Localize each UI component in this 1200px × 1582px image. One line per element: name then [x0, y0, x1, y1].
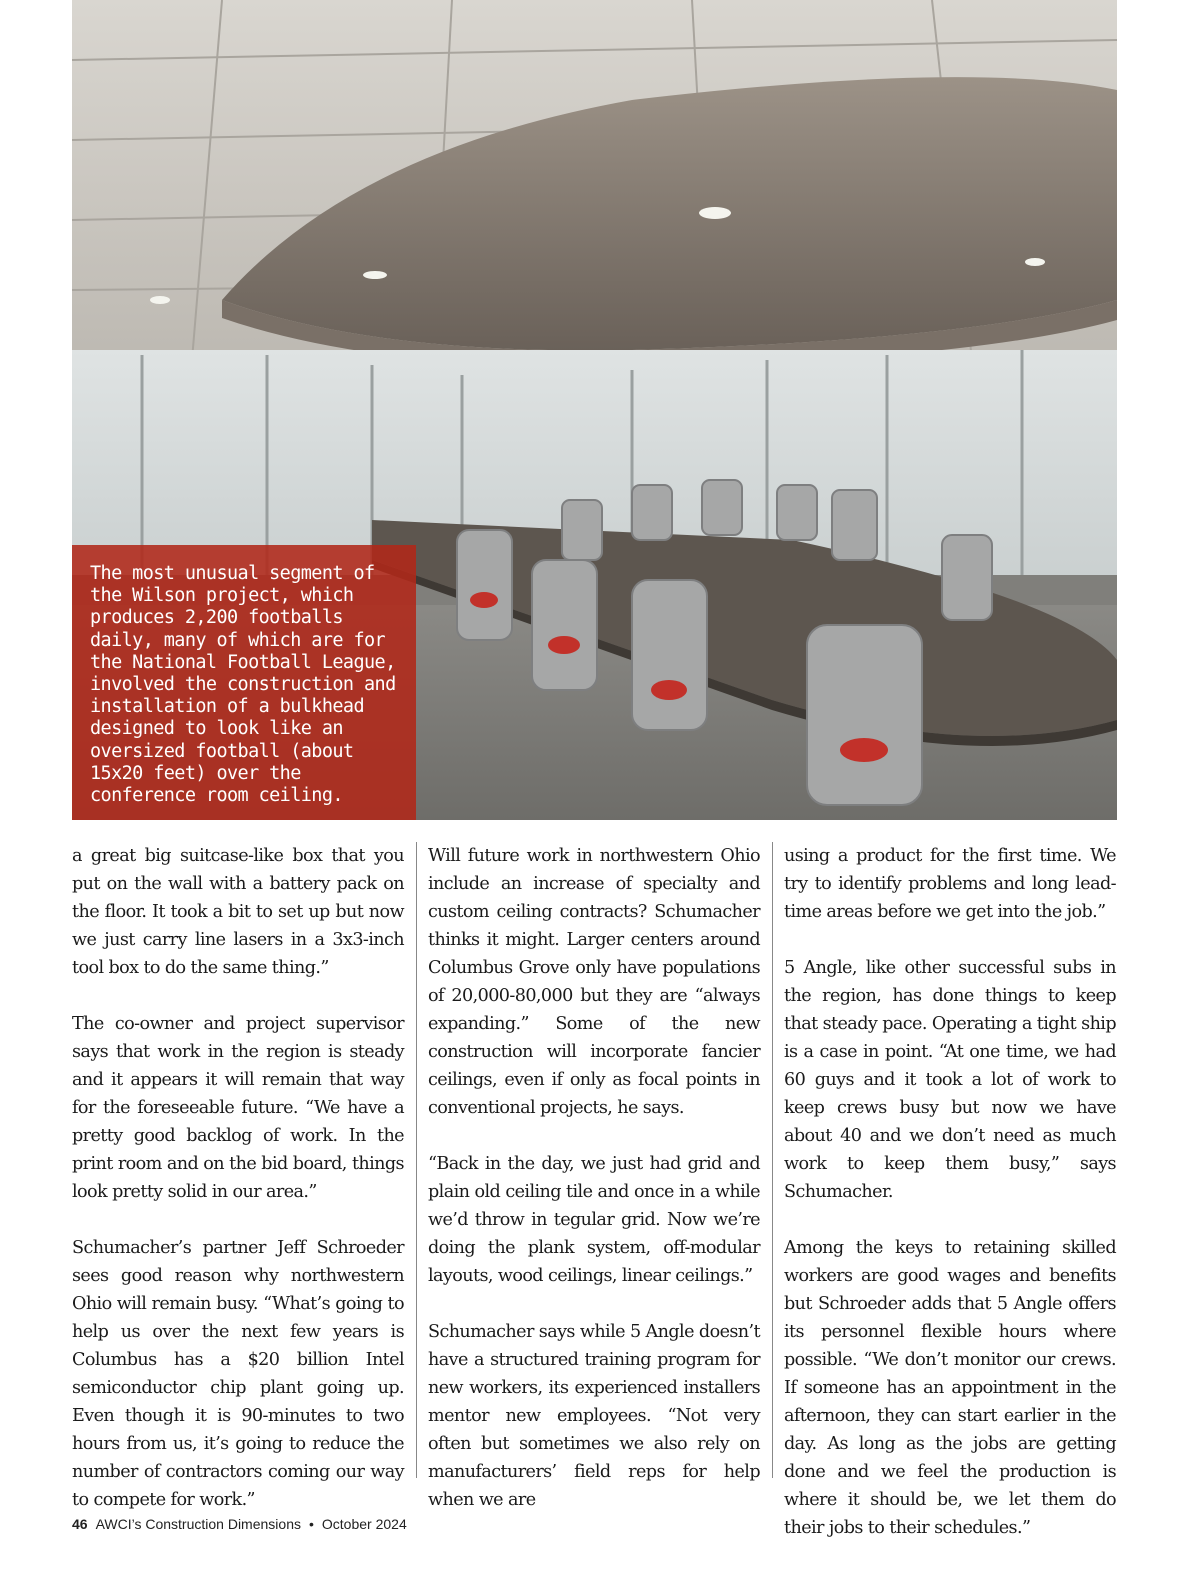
paragraph: The co-owner and project supervisor says that work in the region is steady and it appears it will remain that way for the foreseeable future. “We have a pretty good backlog of work. In the print room and on the bid board, things look pretty solid in our area.”: [72, 1014, 404, 1202]
publication-name: AWCI’s Construction Dimensions: [95, 1516, 301, 1532]
footer-separator: •: [308, 1516, 314, 1532]
paragraph: “Back in the day, we just had grid and plain old ceiling tile and once in a while we’d throw in tegular grid. Now we’re doing the plank system, off-modular layouts, wood ceilings, linear ceilings.”: [428, 1154, 760, 1286]
paragraph: Will future work in northwestern Ohio include an increase of specialty and custom ceiling contracts? Schumacher thinks it might. Larger centers around Columbus Grove only have populations of 20,000-80,000 but they are “always expanding.” Some of the new construction will incorporate fancier ceilings, even if only as focal points in conventional projects, he says.: [428, 846, 760, 1118]
page-footer: [72, 1514, 407, 1534]
article-column-3: [784, 842, 1116, 1542]
column-divider: [772, 842, 773, 1478]
paragraph: Schumacher says while 5 Angle doesn’t have a structured training program for new workers, its experienced installers mentor new employees. “Not very often but sometimes we also rely on manufacturers’ field reps for help when we are: [428, 1322, 760, 1510]
page-number: 46: [72, 1516, 88, 1532]
column-divider: [416, 842, 417, 1478]
article-column-1: [72, 842, 404, 1514]
issue-date: October 2024: [321, 1516, 407, 1532]
article-column-2: [428, 842, 760, 1514]
paragraph: Schumacher’s partner Jeff Schroeder sees good reason why northwestern Ohio will remain busy. “What’s going to help us over the next few years is Columbus has a $20 billion Intel semiconductor chip plant going up. Even though it is 90-minutes to two hours from us, it’s going to reduce the number of contractors coming our way to compete for work.”: [72, 1238, 404, 1510]
photo-caption: The most unusual segment of the Wilson project, which produces 2,200 footballs daily, many of which are for the National Football League, involved the construction and installation of a bulkhead designed to look like an oversized football (about 15x20 feet) over the conference room ceiling.: [90, 563, 396, 807]
paragraph: using a product for the first time. We try to identify problems and long lead-time areas before we get into the job.”: [784, 846, 1116, 922]
paragraph: Among the keys to retaining skilled workers are good wages and benefits but Schroeder adds that 5 Angle offers its personnel flexible hours where possible. “We don’t monitor our crews. If someone has an appointment in the afternoon, they can start earlier in the day. As long as the jobs are getting done and we feel the production is where it should be, we let them do their jobs to their schedules.”: [784, 1238, 1116, 1538]
paragraph: 5 Angle, like other successful subs in the region, has done things to keep that steady pace. Operating a tight ship is a case in point. “At one time, we had 60 guys and it took a lot of work to keep crews busy but now we have about 40 and we don’t need as much work to keep them busy,” says Schumacher.: [784, 958, 1116, 1202]
photo-caption-box: [72, 545, 416, 820]
paragraph: a great big suitcase-like box that you put on the wall with a battery pack on the floor. It took a bit to set up but now we just carry line lasers in a 3x3-inch tool box to do the same thing.”: [72, 846, 404, 978]
